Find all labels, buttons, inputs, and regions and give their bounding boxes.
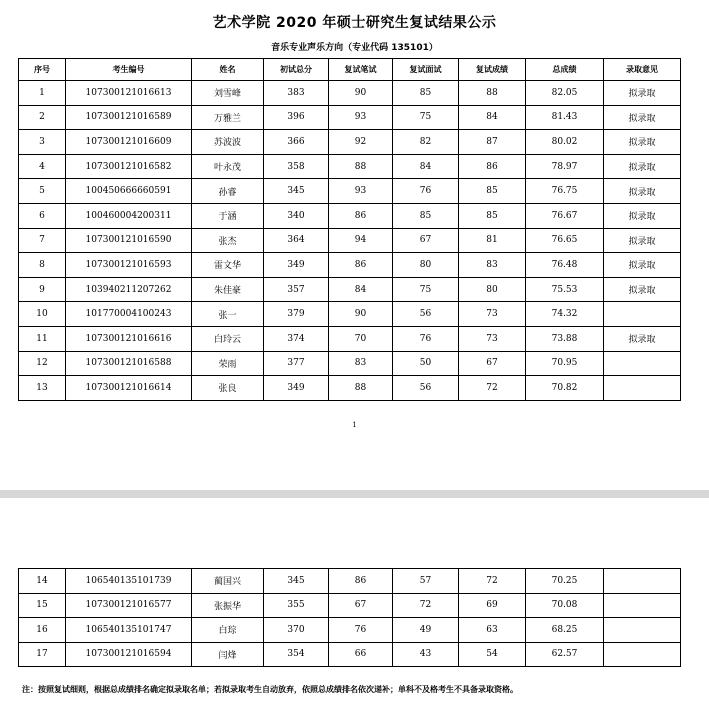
table-cell: 107300121016593 xyxy=(66,253,192,278)
table-row xyxy=(19,351,681,376)
table-cell xyxy=(604,569,681,594)
header-cell: 复试面试 xyxy=(393,59,459,81)
table-cell xyxy=(604,593,681,618)
table-cell: 15 xyxy=(19,593,66,618)
table-cell: 56 xyxy=(393,302,459,327)
table-cell: 72 xyxy=(459,376,526,401)
table-cell: 107300121016577 xyxy=(66,593,192,618)
table-cell: 49 xyxy=(393,618,459,643)
table-cell: 85 xyxy=(393,203,459,228)
footnote: 注：按照复试细则，根据总成绩排名确定拟录取名单；若拟录取考生自动放弃，依照总成绩排名依次递补；单科不及格考生不具备录取资格。 xyxy=(22,685,518,694)
table-cell: 87 xyxy=(459,130,526,155)
table-cell: 76.48 xyxy=(526,253,604,278)
table-cell: 76.75 xyxy=(526,179,604,204)
table-cell: 80 xyxy=(459,277,526,302)
table-row xyxy=(19,179,681,204)
page-subtitle: 音乐专业声乐方向（专业代码 135101） xyxy=(271,43,438,53)
table-cell: 拟录取 xyxy=(604,203,681,228)
table-cell: 76 xyxy=(393,326,459,351)
table-cell: 107300121016588 xyxy=(66,351,192,376)
table-cell: 76.65 xyxy=(526,228,604,253)
table-cell: 70.95 xyxy=(526,351,604,376)
table-cell: 70.08 xyxy=(526,593,604,618)
results-table xyxy=(18,58,681,401)
table-body xyxy=(19,569,681,667)
table-cell: 苏波波 xyxy=(192,130,264,155)
table-cell: 62.57 xyxy=(526,642,604,667)
table-cell: 100460004200311 xyxy=(66,203,192,228)
table-cell: 70 xyxy=(329,326,393,351)
table-cell: 88 xyxy=(329,154,393,179)
table-cell: 张杰 xyxy=(192,228,264,253)
table-cell: 50 xyxy=(393,351,459,376)
table-cell: 358 xyxy=(264,154,329,179)
table-cell: 84 xyxy=(459,105,526,130)
table-cell: 80.02 xyxy=(526,130,604,155)
table-cell: 73 xyxy=(459,326,526,351)
table-row xyxy=(19,618,681,643)
table-cell xyxy=(604,351,681,376)
table-cell: 82.05 xyxy=(526,81,604,106)
table-row xyxy=(19,277,681,302)
table-cell: 70.25 xyxy=(526,569,604,594)
table-cell: 朱佳豪 xyxy=(192,277,264,302)
header-cell: 姓名 xyxy=(192,59,264,81)
table-body xyxy=(19,81,681,401)
table-cell: 88 xyxy=(329,376,393,401)
table-cell: 75 xyxy=(393,105,459,130)
table-cell: 76.67 xyxy=(526,203,604,228)
table-cell: 107300121016613 xyxy=(66,81,192,106)
table-cell: 76 xyxy=(393,179,459,204)
table-cell: 叶永茂 xyxy=(192,154,264,179)
table-cell: 377 xyxy=(264,351,329,376)
table-cell xyxy=(604,376,681,401)
table-cell: 67 xyxy=(329,593,393,618)
table-row xyxy=(19,569,681,594)
table-cell: 拟录取 xyxy=(604,105,681,130)
table-cell: 88 xyxy=(459,81,526,106)
table-cell: 白琮 xyxy=(192,618,264,643)
table-cell: 14 xyxy=(19,569,66,594)
table-cell: 张振华 xyxy=(192,593,264,618)
table-cell: 69 xyxy=(459,593,526,618)
table-row xyxy=(19,81,681,106)
table-cell: 8 xyxy=(19,253,66,278)
header-cell: 序号 xyxy=(19,59,66,81)
table-cell: 85 xyxy=(393,81,459,106)
table-cell: 2 xyxy=(19,105,66,130)
table-row xyxy=(19,105,681,130)
table-cell: 张良 xyxy=(192,376,264,401)
table-cell: 67 xyxy=(393,228,459,253)
table-cell: 66 xyxy=(329,642,393,667)
table-cell: 81.43 xyxy=(526,105,604,130)
table-cell: 白玲云 xyxy=(192,326,264,351)
table-cell: 63 xyxy=(459,618,526,643)
table-cell: 106540135101739 xyxy=(66,569,192,594)
page-number: 1 xyxy=(352,421,357,429)
results-table-continued xyxy=(18,568,681,667)
table-cell: 12 xyxy=(19,351,66,376)
table-row xyxy=(19,228,681,253)
table-cell: 6 xyxy=(19,203,66,228)
table-cell: 84 xyxy=(329,277,393,302)
table-cell: 86 xyxy=(459,154,526,179)
table-cell: 3 xyxy=(19,130,66,155)
table-cell xyxy=(604,618,681,643)
table-cell: 孙睿 xyxy=(192,179,264,204)
table-cell: 4 xyxy=(19,154,66,179)
table-cell: 76 xyxy=(329,618,393,643)
table-row xyxy=(19,593,681,618)
header-cell: 复试成绩 xyxy=(459,59,526,81)
table-cell: 340 xyxy=(264,203,329,228)
table-cell: 拟录取 xyxy=(604,326,681,351)
table-cell: 345 xyxy=(264,569,329,594)
table-cell: 72 xyxy=(459,569,526,594)
table-cell: 354 xyxy=(264,642,329,667)
table-cell: 85 xyxy=(459,203,526,228)
table-cell: 刘雪峰 xyxy=(192,81,264,106)
table-row xyxy=(19,130,681,155)
table-cell: 17 xyxy=(19,642,66,667)
table-header-row xyxy=(19,59,681,81)
table-cell xyxy=(604,642,681,667)
table-cell: 92 xyxy=(329,130,393,155)
table-cell: 10 xyxy=(19,302,66,327)
table-cell: 83 xyxy=(329,351,393,376)
table-row xyxy=(19,154,681,179)
table-row xyxy=(19,326,681,351)
table-cell: 68.25 xyxy=(526,618,604,643)
table-cell: 107300121016614 xyxy=(66,376,192,401)
table-cell: 拟录取 xyxy=(604,253,681,278)
table-cell: 雷文华 xyxy=(192,253,264,278)
table-cell: 67 xyxy=(459,351,526,376)
table-cell: 80 xyxy=(393,253,459,278)
table-cell: 拟录取 xyxy=(604,277,681,302)
table-cell: 73.88 xyxy=(526,326,604,351)
table-cell: 374 xyxy=(264,326,329,351)
table-cell: 拟录取 xyxy=(604,154,681,179)
table-cell: 13 xyxy=(19,376,66,401)
table-cell: 93 xyxy=(329,179,393,204)
table-cell: 82 xyxy=(393,130,459,155)
table-row xyxy=(19,253,681,278)
table-cell: 366 xyxy=(264,130,329,155)
table-cell: 106540135101747 xyxy=(66,618,192,643)
document-page-2 xyxy=(0,498,709,713)
table-cell: 107300121016609 xyxy=(66,130,192,155)
table-cell: 荣雨 xyxy=(192,351,264,376)
table-cell: 349 xyxy=(264,376,329,401)
table-cell: 107300121016594 xyxy=(66,642,192,667)
table-cell: 56 xyxy=(393,376,459,401)
table-cell: 5 xyxy=(19,179,66,204)
table-cell: 107300121016616 xyxy=(66,326,192,351)
table-cell: 拟录取 xyxy=(604,130,681,155)
table-cell: 7 xyxy=(19,228,66,253)
table-cell: 9 xyxy=(19,277,66,302)
table-cell: 86 xyxy=(329,203,393,228)
table-cell: 43 xyxy=(393,642,459,667)
table-cell: 107300121016582 xyxy=(66,154,192,179)
table-cell: 70.82 xyxy=(526,376,604,401)
table-cell: 1 xyxy=(19,81,66,106)
table-cell: 107300121016589 xyxy=(66,105,192,130)
table-row xyxy=(19,302,681,327)
table-cell xyxy=(604,302,681,327)
table-cell: 370 xyxy=(264,618,329,643)
table-cell: 107300121016590 xyxy=(66,228,192,253)
table-cell: 90 xyxy=(329,81,393,106)
table-cell: 16 xyxy=(19,618,66,643)
table-cell: 100450666660591 xyxy=(66,179,192,204)
table-row xyxy=(19,642,681,667)
page-title: 艺术学院 2020 年硕士研究生复试结果公示 xyxy=(212,15,497,31)
table-cell: 103940211207262 xyxy=(66,277,192,302)
table-cell: 73 xyxy=(459,302,526,327)
table-cell: 张一 xyxy=(192,302,264,327)
header-cell: 考生编号 xyxy=(66,59,192,81)
table-cell: 万雅兰 xyxy=(192,105,264,130)
table-cell: 379 xyxy=(264,302,329,327)
table-cell: 75.53 xyxy=(526,277,604,302)
table-cell: 57 xyxy=(393,569,459,594)
table-cell: 75 xyxy=(393,277,459,302)
table-cell: 闫烽 xyxy=(192,642,264,667)
table-cell: 85 xyxy=(459,179,526,204)
table-cell: 86 xyxy=(329,253,393,278)
table-cell: 364 xyxy=(264,228,329,253)
table-cell: 74.32 xyxy=(526,302,604,327)
table-row xyxy=(19,203,681,228)
table-cell: 94 xyxy=(329,228,393,253)
table-cell: 357 xyxy=(264,277,329,302)
header-cell: 初试总分 xyxy=(264,59,329,81)
table-cell: 355 xyxy=(264,593,329,618)
table-cell: 于涵 xyxy=(192,203,264,228)
table-cell: 396 xyxy=(264,105,329,130)
table-cell: 拟录取 xyxy=(604,179,681,204)
table-cell: 101770004100243 xyxy=(66,302,192,327)
page-separator xyxy=(0,490,709,498)
table-cell: 383 xyxy=(264,81,329,106)
table-cell: 345 xyxy=(264,179,329,204)
table-cell: 84 xyxy=(393,154,459,179)
table-cell: 11 xyxy=(19,326,66,351)
table-cell: 93 xyxy=(329,105,393,130)
table-row xyxy=(19,376,681,401)
table-cell: 蔺国兴 xyxy=(192,569,264,594)
table-cell: 90 xyxy=(329,302,393,327)
table-cell: 72 xyxy=(393,593,459,618)
header-cell: 录取意见 xyxy=(604,59,681,81)
table-cell: 86 xyxy=(329,569,393,594)
table-cell: 83 xyxy=(459,253,526,278)
table-cell: 拟录取 xyxy=(604,228,681,253)
table-cell: 349 xyxy=(264,253,329,278)
header-cell: 复试笔试 xyxy=(329,59,393,81)
table-cell: 54 xyxy=(459,642,526,667)
header-cell: 总成绩 xyxy=(526,59,604,81)
table-cell: 拟录取 xyxy=(604,81,681,106)
table-cell: 78.97 xyxy=(526,154,604,179)
table-cell: 81 xyxy=(459,228,526,253)
